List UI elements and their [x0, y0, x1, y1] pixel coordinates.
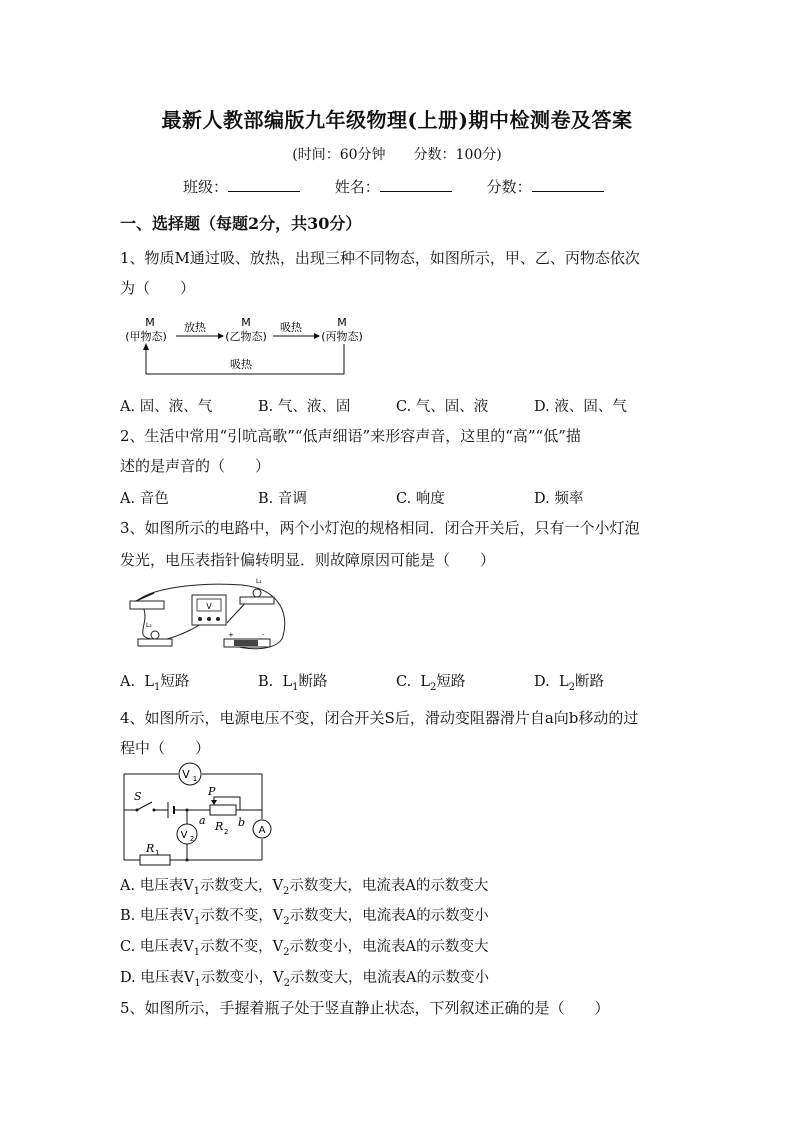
q1-text-line2: 为（ ）	[120, 279, 196, 297]
v2-sub: 2	[189, 835, 195, 843]
class-blank[interactable]	[228, 177, 300, 192]
arrow2-head	[314, 333, 320, 339]
option-part: 示数变大，电流表A的示数变小	[289, 908, 489, 924]
q1-option-b[interactable]: B. 气、液、固	[258, 399, 351, 415]
q4-option-b[interactable]	[120, 904, 489, 927]
r2-sub: 2	[224, 828, 229, 836]
end-b-label: b	[238, 816, 246, 829]
q2-text-line2: 述的是声音的（ ）	[120, 457, 271, 475]
lamp-subscript: 1	[292, 681, 299, 693]
class-label: 班级：	[183, 178, 229, 196]
q4-option-a[interactable]	[120, 874, 488, 897]
lamp-l1-label: L₁	[256, 578, 262, 585]
lamp-symbol: L	[144, 674, 154, 690]
student-fields	[183, 176, 634, 197]
option-sub: 2	[283, 946, 290, 958]
option-part: 示数变小，V	[200, 970, 284, 986]
q4-circuit-diagram	[120, 764, 270, 868]
page-title: 最新人教部编版九年级物理(上册)期中检测卷及答案	[161, 108, 633, 132]
switch-label: S	[134, 790, 142, 803]
arrow3-head	[143, 343, 149, 350]
section-title: 一、选择题（每题2分，共30分）	[120, 214, 362, 233]
m3-label: M	[337, 316, 347, 329]
option-part: D. 电压表V	[120, 970, 195, 986]
q4-option-d[interactable]	[120, 966, 489, 989]
arrow2-label: 吸热	[280, 321, 302, 334]
arrow1-label: 放热	[184, 321, 206, 334]
end-a-label: a	[199, 814, 206, 827]
q3-text-line1: 3、如图所示的电路中，两个小灯泡的规格相同．闭合开关后，只有一个小灯泡	[120, 519, 640, 537]
q3-option-b[interactable]	[258, 670, 328, 693]
r1-sub: 1	[155, 849, 160, 857]
name-blank[interactable]	[380, 177, 452, 192]
option-part: 示数不变，V	[200, 908, 284, 924]
option-sub: 1	[193, 946, 201, 958]
q4-text-line1: 4、如图所示，电源电压不变，闭合开关S后，滑动变阻器滑片自a向b移动的过	[120, 709, 639, 727]
q2-option-b[interactable]: B. 音调	[258, 491, 307, 507]
arrow3-label: 吸热	[230, 358, 252, 371]
option-sub: 1	[193, 885, 201, 897]
lamp-symbol: L	[558, 674, 569, 690]
battery-cell	[234, 640, 258, 646]
junction-bottom	[186, 859, 189, 862]
option-text: 短路	[160, 674, 190, 690]
option-part: 示数变大，电流表A的示数变小	[290, 970, 490, 986]
name-label: 姓名：	[334, 178, 380, 196]
m1-state: (甲物态)	[125, 330, 167, 343]
option-prefix: C.	[396, 674, 412, 690]
terminal-3	[216, 617, 220, 621]
state-change-diagram	[118, 314, 378, 380]
voltmeter-label: V	[206, 602, 212, 611]
option-text: 断路	[574, 674, 604, 690]
terminal-1	[198, 617, 202, 621]
q1-option-c[interactable]: C. 气、固、液	[396, 399, 489, 415]
option-text: 断路	[298, 674, 328, 690]
lamp-l1-base	[240, 597, 274, 604]
v1-label: V	[182, 768, 190, 781]
option-part: 示数变小，电流表A的示数变大	[289, 939, 489, 955]
q3-option-d[interactable]	[534, 670, 604, 693]
option-prefix: A.	[120, 674, 136, 690]
option-prefix: B.	[258, 674, 274, 690]
battery-plus: +	[228, 631, 234, 639]
exam-info: (时间：60分钟 分数：100分)	[292, 147, 502, 163]
switch-blade	[137, 802, 152, 810]
lamp-symbol: L	[420, 674, 431, 690]
q4-text-line2: 程中（ ）	[120, 739, 211, 757]
option-sub: 2	[283, 977, 291, 989]
lamp-l1-bulb	[253, 589, 261, 597]
q2-option-d[interactable]: D. 频率	[534, 491, 584, 507]
lamp-l2-label: L₂	[146, 622, 152, 629]
slider-arrow	[211, 800, 217, 805]
lamp-subscript: 2	[568, 681, 575, 693]
option-sub: 2	[283, 915, 290, 927]
q2-option-a[interactable]: A. 音色	[120, 491, 169, 507]
m3-state: (丙物态)	[321, 330, 363, 343]
v1-sub: 1	[192, 775, 198, 783]
option-part: 示数变大，V	[200, 878, 284, 894]
q4-option-c[interactable]	[120, 935, 489, 958]
score-label: 分数：	[486, 178, 532, 196]
switch-lever	[136, 593, 154, 601]
q5-text-line1: 5、如图所示，手握着瓶子处于竖直静止状态，下列叙述正确的是（ ）	[120, 999, 610, 1017]
m2-label: M	[241, 316, 251, 329]
rheostat-r2	[210, 805, 236, 815]
battery-minus: -	[262, 631, 265, 639]
q3-circuit-photo	[122, 577, 292, 657]
option-prefix: D.	[534, 674, 550, 690]
q3-option-c[interactable]	[396, 670, 465, 693]
q3-option-a[interactable]	[120, 670, 189, 693]
lamp-subscript: 2	[430, 681, 437, 693]
option-sub: 1	[194, 977, 201, 989]
lamp-l2-base	[138, 639, 172, 646]
option-sub: 1	[193, 915, 201, 927]
option-part: C. 电压表V	[120, 939, 194, 955]
lamp-subscript: 1	[153, 681, 161, 693]
q2-text-line1: 2、生活中常用“引吭高歌”“低声细语”来形容声音，这里的“高”“低”描	[120, 427, 581, 445]
option-text: 短路	[436, 674, 466, 690]
option-part: A. 电压表V	[120, 878, 194, 894]
q3-text-line2: 发光，电压表指针偏转明显．则故障原因可能是（ ）	[120, 551, 496, 569]
m1-label: M	[145, 316, 155, 329]
option-part: 示数变大，电流表A的示数变大	[289, 878, 489, 894]
option-part: 示数不变，V	[200, 939, 284, 955]
v2-label: V	[180, 830, 188, 841]
switch-base	[130, 601, 164, 609]
r1-label: R	[146, 842, 155, 855]
option-part: B. 电压表V	[120, 908, 194, 924]
lamp-l2-bulb	[151, 631, 159, 639]
q1-option-d[interactable]: D. 液、固、气	[534, 399, 627, 415]
slider-label: P	[208, 785, 216, 798]
r2-label: R	[215, 820, 224, 833]
lamp-symbol: L	[282, 674, 293, 690]
q2-option-c[interactable]: C. 响度	[396, 491, 445, 507]
q1-text-line1: 1、物质M通过吸、放热，出现三种不同物态，如图所示，甲、乙、丙物态依次	[120, 249, 640, 267]
q1-option-a[interactable]: A. 固、液、气	[120, 399, 213, 415]
option-sub: 2	[283, 885, 290, 897]
arrow1-head	[218, 333, 224, 339]
terminal-2	[207, 617, 211, 621]
m2-state: (乙物态)	[225, 330, 267, 343]
score-blank[interactable]	[532, 177, 604, 192]
ammeter-label: A	[258, 825, 266, 836]
